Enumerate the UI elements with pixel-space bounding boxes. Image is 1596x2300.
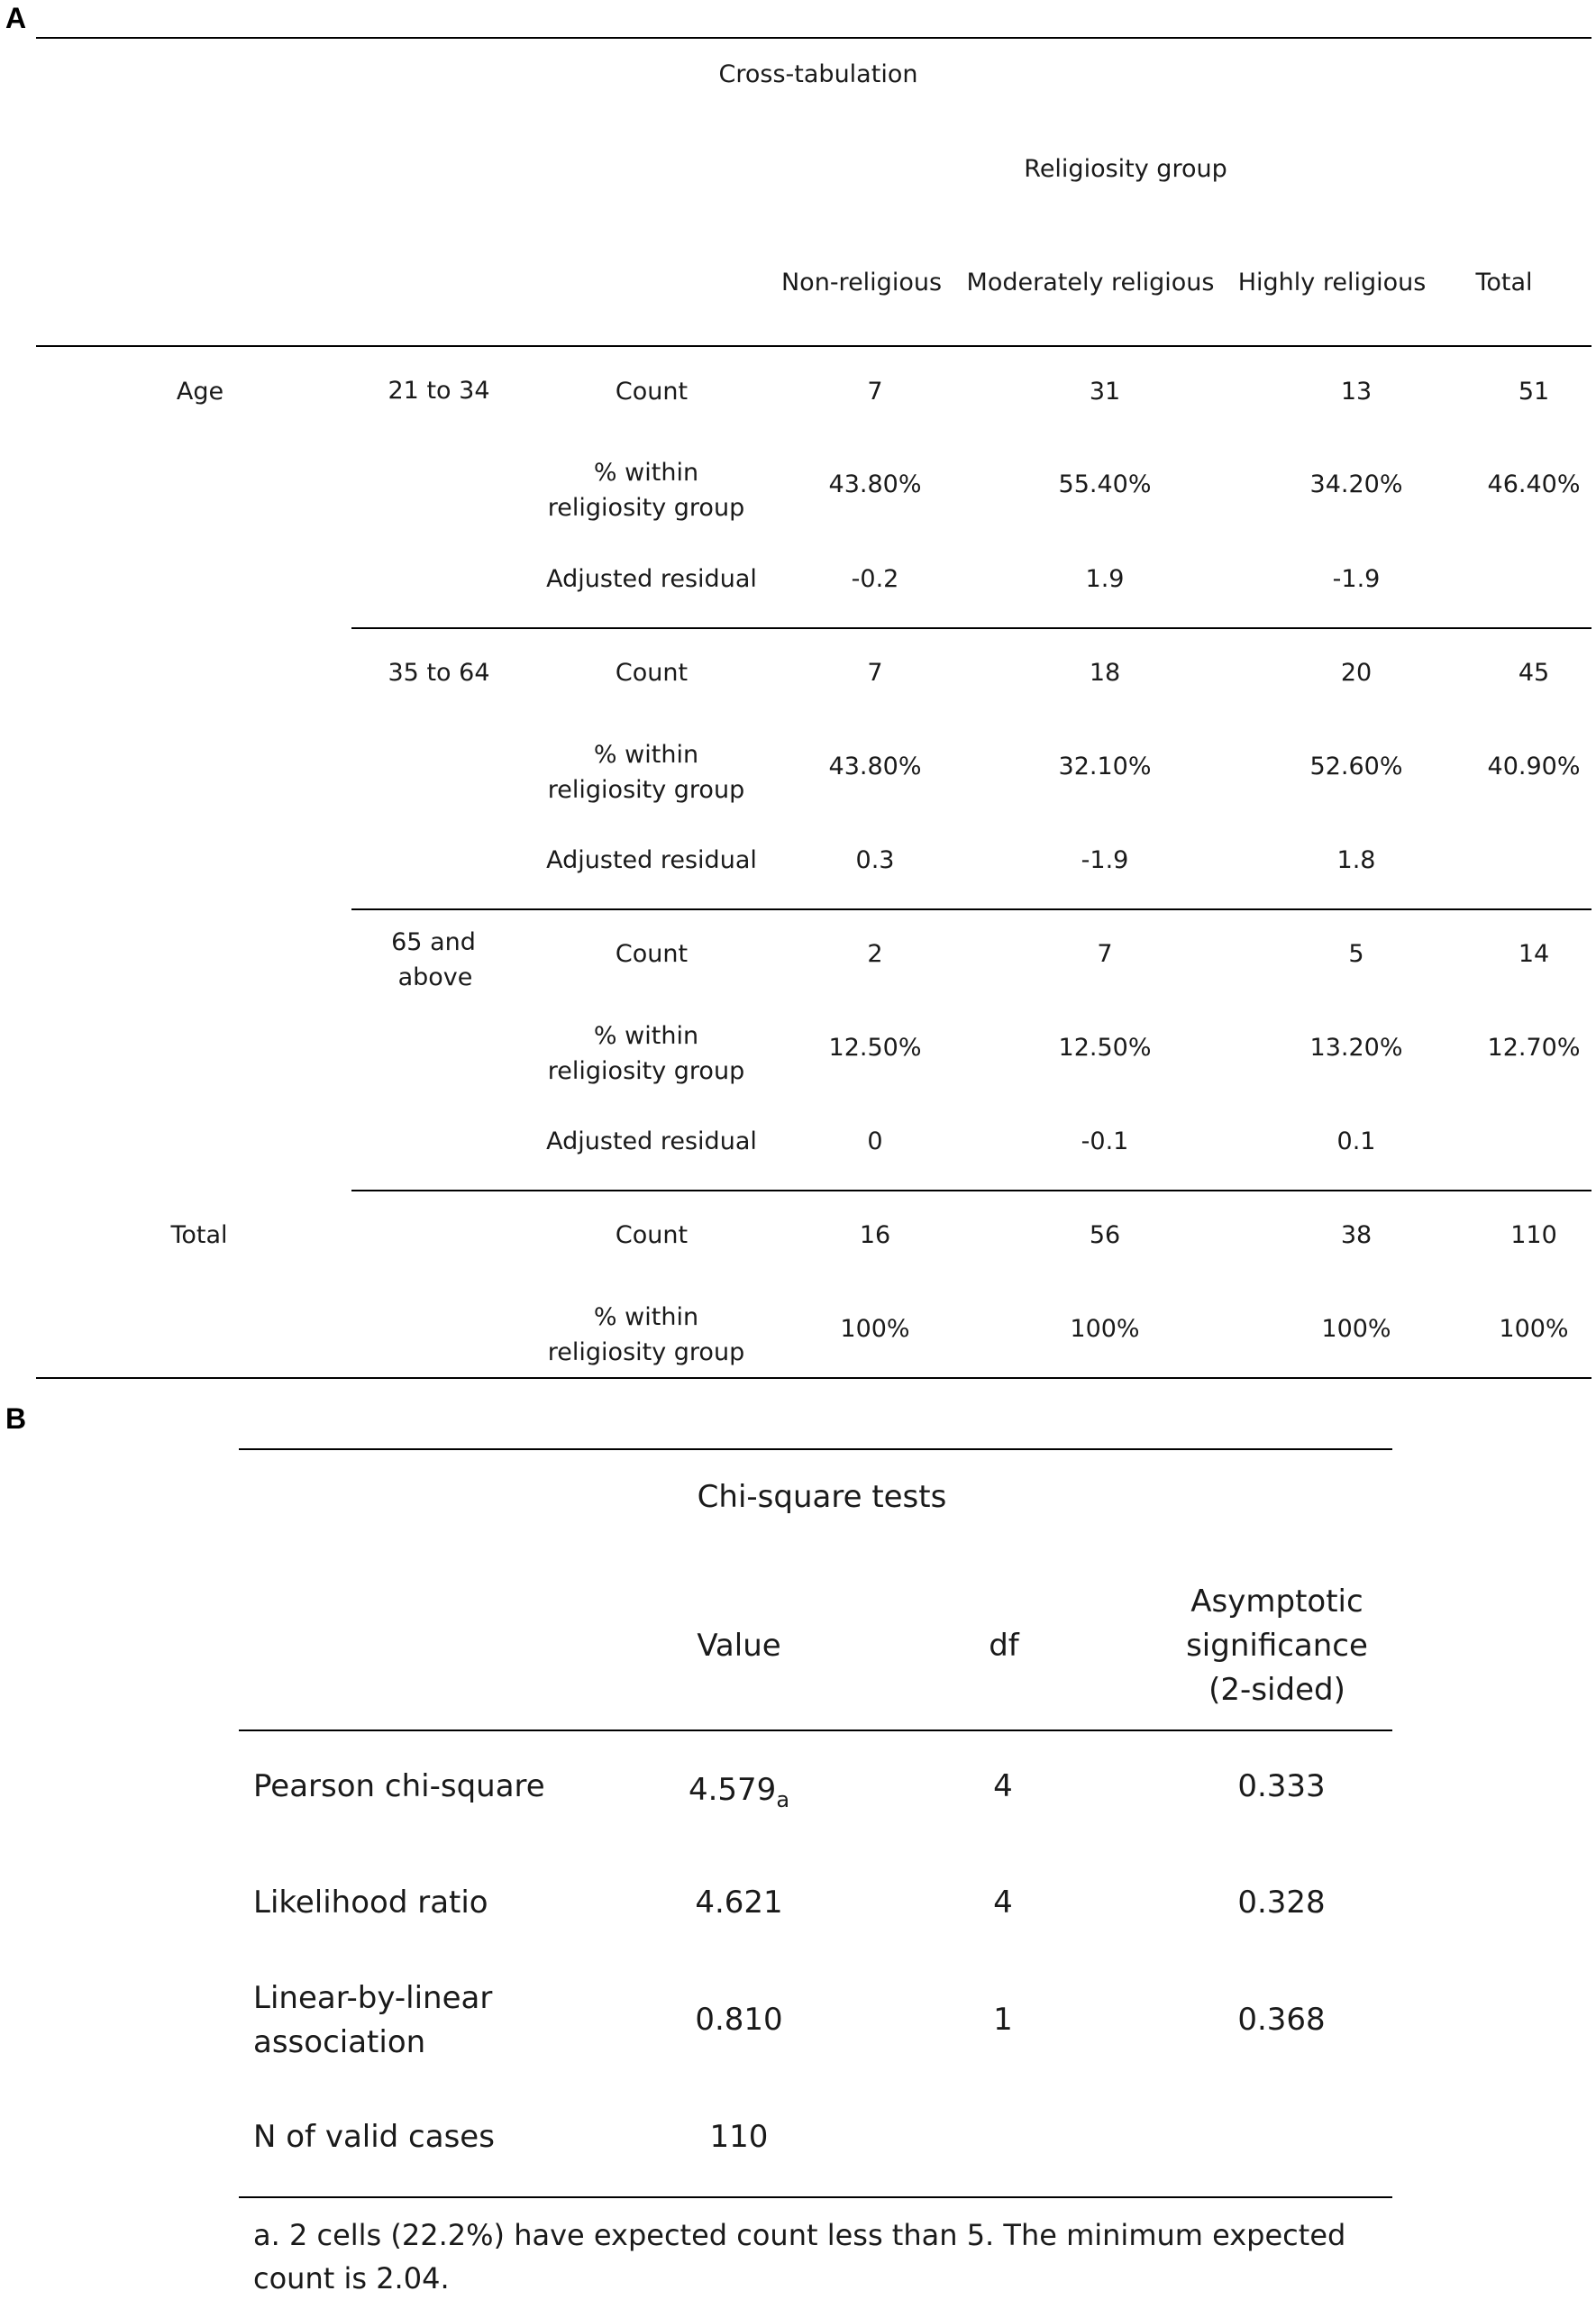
measure-adjusted-residual: Adjusted residual bbox=[546, 846, 757, 874]
footnote-marker-a: a bbox=[776, 1787, 790, 1812]
cell-count: 31 bbox=[1089, 378, 1121, 406]
cell-pct: 52.60% bbox=[1309, 753, 1403, 780]
chi-top-rule bbox=[239, 1448, 1392, 1450]
cell-count: 56 bbox=[1089, 1221, 1121, 1249]
cell-residual: -1.9 bbox=[1081, 846, 1129, 874]
chi-df-pearson: 4 bbox=[993, 1768, 1013, 1804]
cell-count: 20 bbox=[1340, 659, 1373, 687]
age-group-65-above-line1: 65 and bbox=[391, 928, 476, 956]
chi-col-header-sig-line1: Asymptotic bbox=[1190, 1584, 1363, 1620]
measure-pct-line2: religiosity group bbox=[547, 1338, 745, 1366]
chi-header-rule bbox=[239, 1730, 1392, 1731]
cell-pct: 100% bbox=[840, 1315, 910, 1343]
col-header-highly-religious: Highly religious bbox=[1237, 269, 1427, 297]
chi-bottom-rule bbox=[239, 2196, 1392, 2198]
measure-pct-line2: religiosity group bbox=[547, 1057, 745, 1085]
group-rule bbox=[351, 908, 1591, 910]
measure-adjusted-residual: Adjusted residual bbox=[546, 565, 757, 593]
panel-b-label: B bbox=[5, 1402, 27, 1435]
cell-count: 2 bbox=[867, 940, 883, 968]
chi-square-title: Chi-square tests bbox=[697, 1479, 947, 1515]
measure-pct-line1: % within bbox=[593, 741, 699, 769]
col-header-total: Total bbox=[1475, 269, 1533, 297]
cell-count-total: 14 bbox=[1518, 940, 1550, 968]
chi-sig-likelihood: 0.328 bbox=[1237, 1885, 1326, 1921]
measure-pct-line1: % within bbox=[593, 1303, 699, 1331]
cell-pct: 12.50% bbox=[1058, 1034, 1152, 1062]
chi-value-linear: 0.810 bbox=[695, 2002, 783, 2038]
cell-residual: -0.2 bbox=[851, 565, 899, 593]
chi-row-name-linear-line2: association bbox=[253, 2024, 426, 2060]
cell-pct: 100% bbox=[1070, 1315, 1140, 1343]
cell-count: 7 bbox=[867, 659, 883, 687]
chi-df-linear: 1 bbox=[993, 2002, 1013, 2038]
cell-pct-total: 40.90% bbox=[1487, 753, 1581, 780]
cell-count: 13 bbox=[1340, 378, 1373, 406]
chi-footnote: a. 2 cells (22.2%) have expected count less than 5. The minimum expected count is 2.04. bbox=[253, 2218, 1346, 2295]
age-group-35-64: 35 to 64 bbox=[388, 659, 490, 687]
cell-pct-total: 12.70% bbox=[1487, 1034, 1581, 1062]
chi-col-header-value: Value bbox=[697, 1628, 781, 1664]
measure-count: Count bbox=[615, 659, 689, 687]
measure-count: Count bbox=[615, 378, 689, 406]
cell-pct: 12.50% bbox=[828, 1034, 922, 1062]
measure-adjusted-residual: Adjusted residual bbox=[546, 1127, 757, 1155]
cell-residual: 1.9 bbox=[1085, 565, 1125, 593]
row-var-age: Age bbox=[176, 378, 224, 406]
col-header-moderately-religious: Moderately religious bbox=[966, 269, 1215, 297]
crosstab-title: Cross-tabulation bbox=[718, 60, 918, 88]
chi-row-name-linear-line1: Linear-by-linear bbox=[253, 1980, 493, 2016]
cell-residual: 1.8 bbox=[1336, 846, 1376, 874]
cell-pct-total: 46.40% bbox=[1487, 470, 1581, 498]
chi-sig-linear: 0.368 bbox=[1237, 2002, 1326, 2038]
chi-col-header-sig-line3: (2-sided) bbox=[1208, 1672, 1345, 1708]
cell-count: 38 bbox=[1340, 1221, 1373, 1249]
cell-pct: 43.80% bbox=[828, 753, 922, 780]
cell-pct: 32.10% bbox=[1058, 753, 1152, 780]
top-rule bbox=[36, 37, 1591, 39]
measure-pct-line2: religiosity group bbox=[547, 494, 745, 522]
age-group-21-34: 21 to 34 bbox=[388, 377, 490, 405]
chi-df-likelihood: 4 bbox=[993, 1885, 1013, 1921]
cell-pct: 100% bbox=[1321, 1315, 1391, 1343]
cell-residual: 0.3 bbox=[855, 846, 895, 874]
chi-value-likelihood: 4.621 bbox=[695, 1885, 783, 1921]
chi-col-header-sig-line2: significance bbox=[1186, 1628, 1368, 1664]
cell-pct: 43.80% bbox=[828, 470, 922, 498]
col-header-non-religious: Non-religious bbox=[780, 269, 943, 297]
cell-count: 16 bbox=[859, 1221, 891, 1249]
cell-count: 7 bbox=[867, 378, 883, 406]
religiosity-group-header: Religiosity group bbox=[1024, 155, 1227, 183]
cell-count-total: 45 bbox=[1518, 659, 1550, 687]
chi-value-n-valid: 110 bbox=[709, 2119, 769, 2155]
header-rule bbox=[36, 345, 1591, 347]
group-rule bbox=[351, 627, 1591, 629]
row-total-label: Total bbox=[170, 1221, 228, 1249]
cell-count: 5 bbox=[1348, 940, 1364, 968]
chi-row-name-likelihood: Likelihood ratio bbox=[253, 1885, 488, 1921]
cell-residual: -1.9 bbox=[1332, 565, 1381, 593]
cell-residual: -0.1 bbox=[1081, 1127, 1129, 1155]
bottom-rule bbox=[36, 1377, 1591, 1379]
measure-pct-line1: % within bbox=[593, 1022, 699, 1050]
cell-count: 7 bbox=[1097, 940, 1113, 968]
chi-col-header-df: df bbox=[989, 1628, 1019, 1664]
cell-pct: 34.20% bbox=[1309, 470, 1403, 498]
chi-sig-pearson: 0.333 bbox=[1237, 1768, 1326, 1804]
cell-pct: 55.40% bbox=[1058, 470, 1152, 498]
cell-residual: 0 bbox=[867, 1127, 883, 1155]
chi-row-name-n-valid: N of valid cases bbox=[253, 2119, 495, 2155]
measure-pct-line2: religiosity group bbox=[547, 776, 745, 804]
measure-pct-line1: % within bbox=[593, 459, 699, 487]
cell-pct: 13.20% bbox=[1309, 1034, 1403, 1062]
cell-count: 18 bbox=[1089, 659, 1121, 687]
panel-a-label: A bbox=[5, 2, 27, 34]
chi-value-pearson bbox=[688, 1772, 790, 1812]
chi-row-name-pearson: Pearson chi-square bbox=[253, 1768, 545, 1804]
chi-value-number: 4.579 bbox=[688, 1772, 777, 1808]
cell-count-total: 51 bbox=[1518, 378, 1550, 406]
measure-count: Count bbox=[615, 940, 689, 968]
group-rule bbox=[351, 1190, 1591, 1191]
measure-count: Count bbox=[615, 1221, 689, 1249]
cell-count-total: 110 bbox=[1510, 1221, 1557, 1249]
age-group-65-above-line2: above bbox=[397, 963, 473, 991]
cell-residual: 0.1 bbox=[1336, 1127, 1376, 1155]
cell-pct-total: 100% bbox=[1499, 1315, 1569, 1343]
